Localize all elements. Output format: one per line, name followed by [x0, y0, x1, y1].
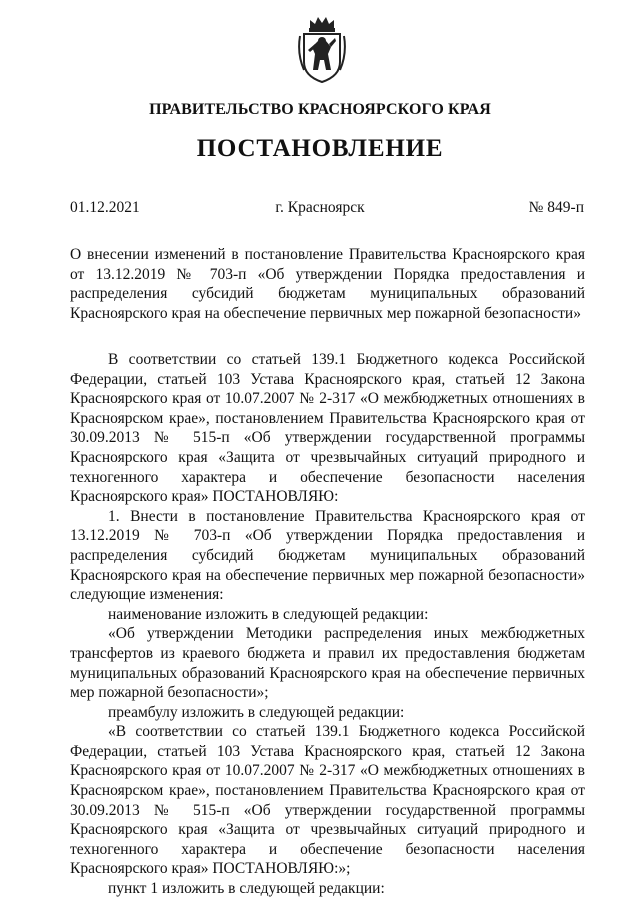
body-paragraph: преамбулу изложить в следующей редакции: — [108, 703, 405, 721]
document-subject — [70, 245, 585, 323]
document-number: № 849-п — [528, 199, 584, 216]
document-city: г. Красноярск — [275, 199, 365, 216]
body-paragraph: В соответствии со статьей 139.1 Бюджетного кодекса Российской Федерации, статьей 103 Устава Красноярского края, статьей 12 Закона Красноярского края от 10.07.2007 № 2-317 «О межбюджетных отношениях в Красноярском крае», постановлением Правительства Красноярского края от 30.09.2013 № 515-п «Об утверждении государственной программы Красноярского края «Защита от чрезвычайных ситуаций природного и техногенного характера и обеспечение безопасности населения Красноярского края» ПОСТАНОВЛЯЮ: — [70, 351, 585, 506]
body-paragraph: наименование изложить в следующей редакции: — [108, 605, 429, 623]
body-paragraph: «В соответствии со статьей 139.1 Бюджетного кодекса Российской Федерации, статьей 103 Устава Красноярского края, статьей 12 Закона Красноярского края от 10.07.2007 № 2-317 «О межбюджетных отношениях в Красноярском крае», постановлением Правительства Красноярского края от 30.09.2013 № 515-п «Об утверждении государственной программы Красноярского края «Защита от чрезвычайных ситуаций природного и техногенного характера и обеспечение безопасности населения Красноярского края» ПОСТАНОВЛЯЮ:»; — [70, 723, 585, 878]
document-body — [70, 350, 585, 899]
government-name: ПРАВИТЕЛЬСТВО КРАСНОЯРСКОГО КРАЯ — [149, 101, 491, 118]
body-paragraph: «Об утверждении Методики распределения иных межбюджетных трансфертов из краевого бюджета и правил их предоставления бюджетам муниципальных образований Красноярского края на обеспечение первичных мер пожарной безопасности»; — [70, 625, 585, 702]
body-paragraph: пункт 1 изложить в следующей редакции: — [108, 880, 385, 898]
document-type-title: ПОСТАНОВЛЕНИЕ — [196, 135, 444, 162]
body-paragraph: 1. Внести в постановление Правительства Красноярского края от 13.12.2019 № 703-п «Об утверждении Порядка предоставления и распределения субсидий бюджетам муниципальных образований Красноярского края на обеспечение первичных мер пожарной безопасности» следующие изменения: — [70, 507, 585, 604]
document-date: 01.12.2021 — [70, 199, 140, 216]
subject-text: О внесении изменений в постановление Правительства Красноярского края от 13.12.2019 № 703-п «Об утверждении Порядка предоставления и распределения субсидий бюджетам муниципальных образований Красноярского края на обеспечение первичных мер пожарной безопасности» — [70, 246, 585, 322]
coat-of-arms-icon — [296, 14, 348, 84]
